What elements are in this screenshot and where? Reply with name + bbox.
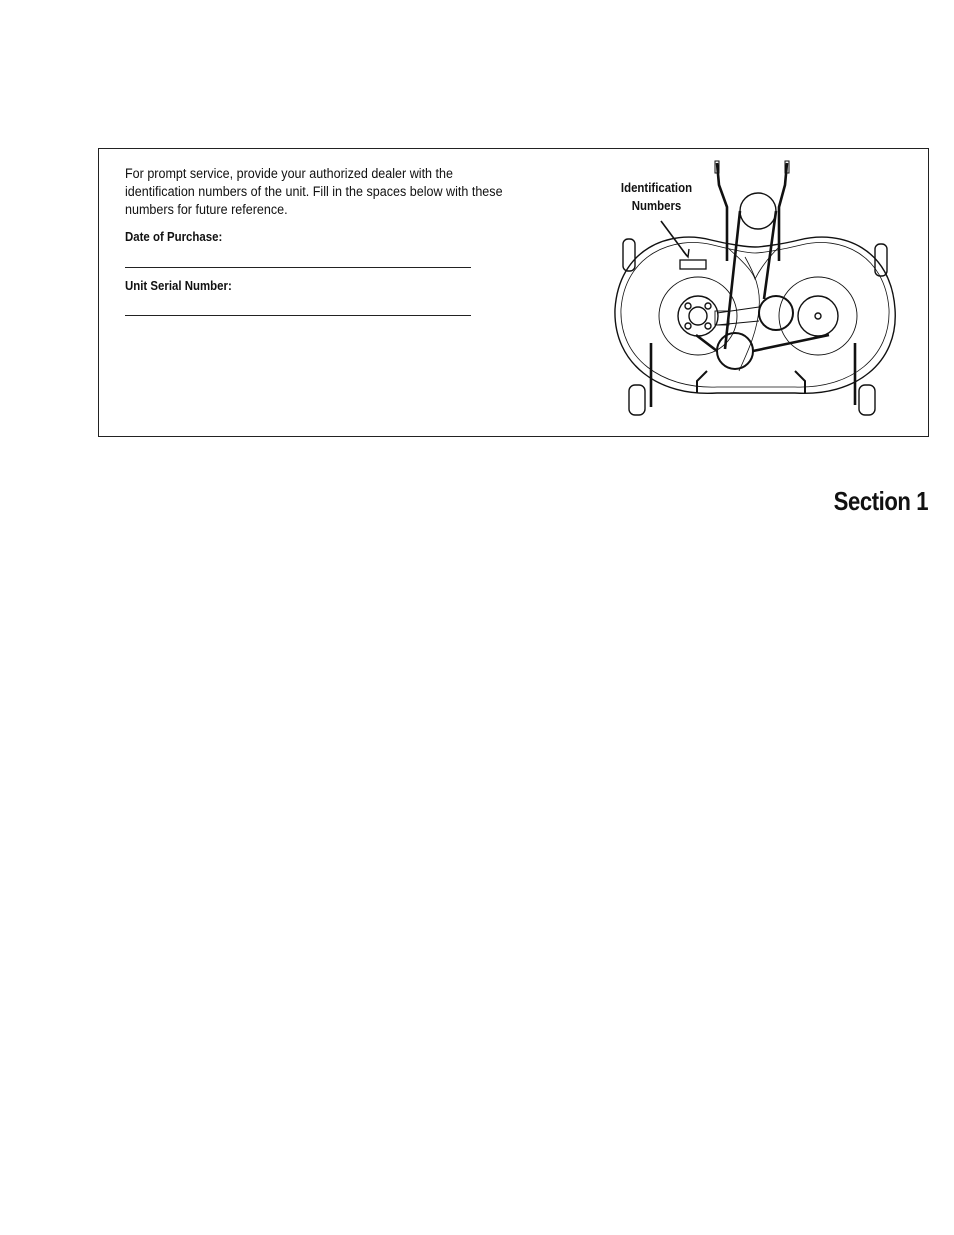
id-label-plate xyxy=(680,260,706,269)
top-pulley xyxy=(740,193,776,229)
callout-line-1: Identification xyxy=(620,180,693,195)
mower-deck-diagram xyxy=(599,149,929,436)
right-hitch-arm xyxy=(779,163,787,261)
rear-left-wheel xyxy=(629,385,645,415)
deck-inner-outline xyxy=(621,243,889,388)
callout-line-2: Numbers xyxy=(631,198,682,213)
date-of-purchase-label: Date of Purchase: xyxy=(125,229,223,244)
serial-number-line[interactable] xyxy=(125,315,471,316)
rear-right-wheel xyxy=(859,385,875,415)
center-pulley xyxy=(759,296,793,330)
deck-center-curve xyxy=(739,257,759,371)
section-heading: Section 1 xyxy=(833,486,928,516)
serial-number-label: Unit Serial Number: xyxy=(125,278,232,293)
deck-outline xyxy=(615,237,895,393)
identification-box xyxy=(98,148,929,437)
date-of-purchase-line[interactable] xyxy=(125,267,471,268)
callout-arrow xyxy=(661,221,687,256)
intro-text: For prompt service, provide your authorized dealer with the identification numbers of the unit. Fill in the spaces below with these numbers for future reference. xyxy=(125,166,503,217)
